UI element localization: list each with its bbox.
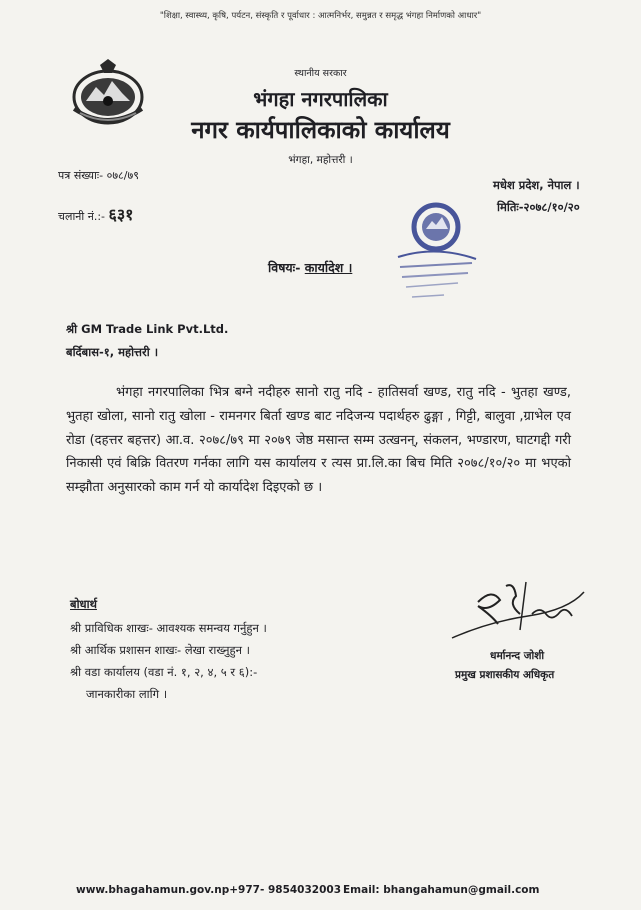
subject-label: विषयः- (268, 260, 301, 275)
subject-line (268, 259, 352, 276)
footer-website-phone: www.bhagahamun.gov.np+977- 9854032003 (76, 884, 342, 896)
office-location: भंगहा, महोत्तरी । (288, 154, 353, 166)
dispatch-number (58, 203, 134, 225)
cc-ward-offices: श्री वडा कार्यालय (वडा नं. १, २, ४, ५ र ६):- (70, 665, 258, 679)
cc-ward-offices-purpose: जानकारीका लागि । (86, 687, 168, 701)
recipient-address: बर्दिबास-१, महोत्तरी । (66, 345, 159, 359)
dispatch-number-handwritten: ६३१ (108, 205, 134, 224)
municipality-seal-icon (388, 195, 483, 305)
province-label: मधेश प्रदेश, नेपाल । (493, 178, 580, 192)
dispatch-label: चलानी नं.:- (58, 210, 106, 223)
cc-technical-branch: श्री प्राविधिक शाखः- आवश्यक समन्वय गर्नुहुन । (70, 621, 267, 635)
local-government-label: स्थानीय सरकार (294, 68, 347, 79)
handwritten-signature-icon (448, 572, 588, 652)
cc-heading: बोधार्थ (70, 597, 97, 611)
letter-date: मितिः-२०७८/१०/२० (497, 200, 580, 214)
subject-text: कार्यादेश । (304, 260, 353, 275)
municipality-name: भंगहा नगरपालिका (253, 87, 388, 111)
letter-number: पत्र संख्याः- ०७८/७९ (58, 169, 139, 182)
office-name: नगर कार्यपालिकाको कार्यालय (191, 116, 450, 144)
signatory-name: धर्मानन्द जोशी (490, 650, 545, 662)
letter-body: भंगहा नगरपालिका भित्र बग्ने नदीहरु सानो रातु नदि - हातिसर्वा खण्ड, रातु नदि - भुतहा खण्ड, भुतहा खोला, सानो रातु खोला - रामनगर बिर्ता खण्ड बाट नदिजन्य पदार्थहरु ढुङ्गा , गिट्टी, बालुवा ,ग्राभेल एव रोडा (दहत्तर बहत्तर) आ.व. २०७८/७९ मा २०७९ जेष्ठ मसान्त सम्म उत्खनन्, संकलन, भण्डारण, घाटगद्दी गरी निकासी एवं बिक्रि वितरण गर्नका लागि यस कार्यालय र त्यस प्रा.लि.का बिच मिति २०७८/१०/२० मा भएको सम्झौता अनुसारको काम गर्न यो कार्यादेश दिइएको छ । (66, 385, 571, 496)
signatory-title: प्रमुख प्रशासकीय अधिकृत (455, 669, 555, 681)
footer-email: Email: bhangahamun@gmail.com (343, 884, 540, 896)
cc-finance-branch: श्री आर्थिक प्रशासन शाखः- लेखा राख्नुहुन । (70, 643, 251, 657)
recipient-name: श्री GM Trade Link Pvt.Ltd. (66, 322, 229, 336)
motto-line: "शिक्षा, स्वास्थ्य, कृषि, पर्यटन, संस्कृति र पूर्वाधार : आत्मनिर्भर, समुन्नत र समृद्ध भंगहा निर्माणको आधार" (159, 11, 482, 21)
